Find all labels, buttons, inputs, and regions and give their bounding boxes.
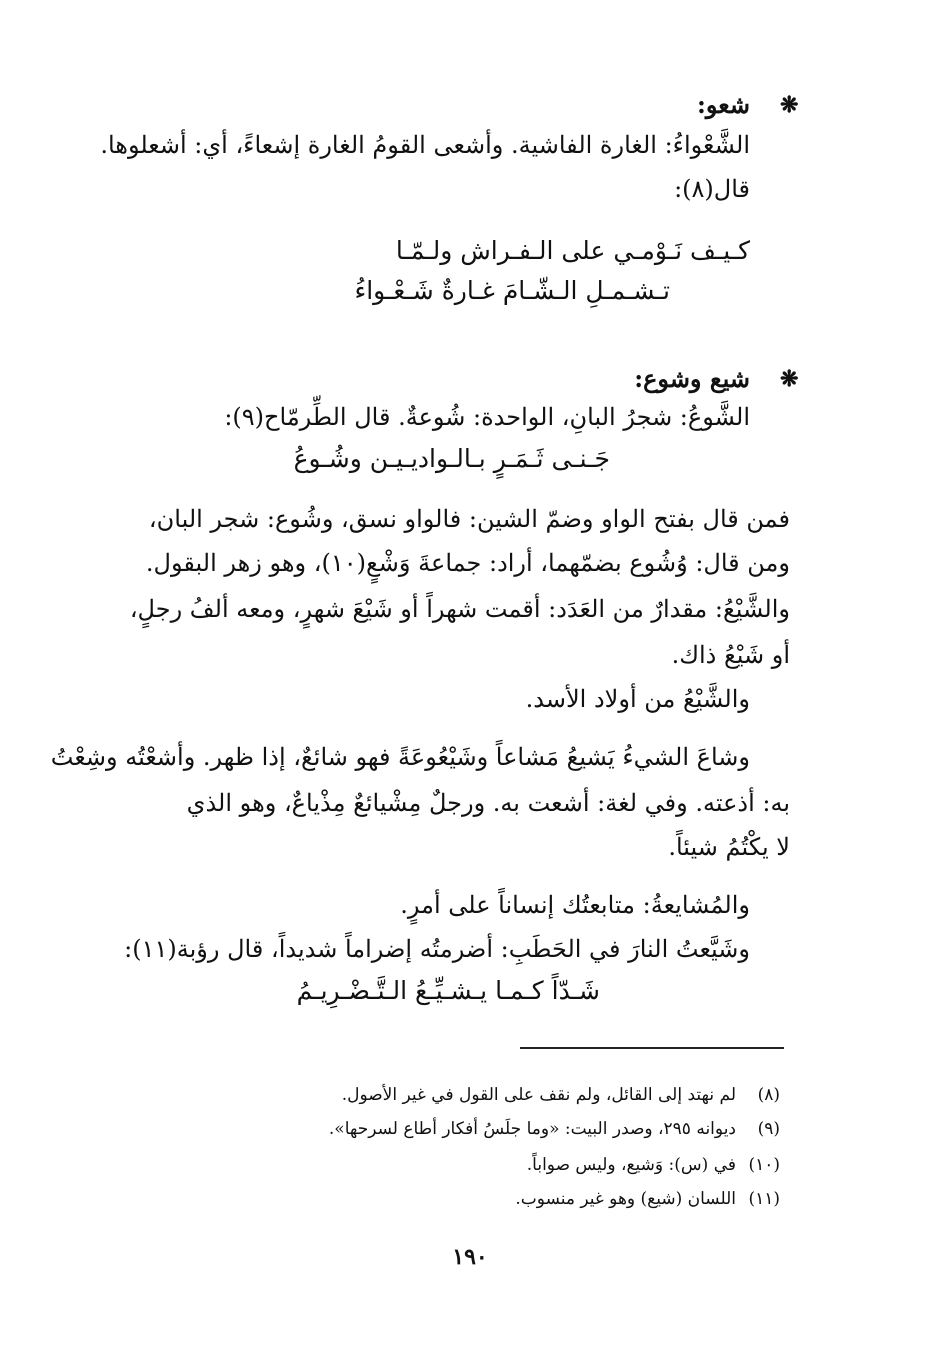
text-line: وشاعَ الشيءُ يَشيعُ مَشاعاً وشَيْعُوعَةً فهو شائعٌ، إذا ظهر. وأشعْتُه وشِعْتُ: [50, 743, 750, 771]
text-line: فمن قال بفتح الواو وضمّ الشين: فالواو نسق، وشُوع: شجر البان،: [148, 505, 790, 533]
footnote-number: (١١): [748, 1189, 780, 1209]
footnote: [329, 1116, 780, 1142]
verse-line: تـشـمـلِ الـشّـامَ غـارةٌ شَـعْـواءُ: [354, 276, 670, 305]
page-number: ١٩٠: [452, 1244, 488, 1270]
verse-line: كـيـف نَـوْمـي على الـفـراش ولـمّـا: [395, 236, 750, 265]
text-line: لا يكْتُمُ شيئاً.: [668, 833, 790, 861]
text-line: وشَيَّعتُ النارَ في الحَطَبِ: أضرمتُه إضراماً شديداً، قال رؤبة(١١):: [124, 935, 750, 963]
text-line: ومن قال: وُشُوع بضمّهما، أراد: جماعةَ وَشْعٍ(١٠)، وهو زهر البقول.: [145, 549, 790, 577]
footnote-number: (١٠): [748, 1155, 780, 1175]
verse-line: شَـدّاً كـمـا يـشـيِّـعُ الـتَّـضْـرِيـمُ: [296, 976, 600, 1005]
text-line: والشَّيْعُ من أولاد الأسد.: [525, 685, 750, 713]
text-line: والشَّيْعُ: مقدارٌ من العَدَد: أقمت شهراً أو شَيْعَ شهرٍ، ومعه ألفُ رجلٍ،: [129, 595, 790, 623]
entry-marker: ❋: [780, 92, 799, 118]
footnote-number: (٩): [757, 1119, 780, 1139]
footnote-text: في (س): وَشيع، وليس صواباً.: [526, 1155, 736, 1175]
footnote-text: ديوانه ٢٩٥، وصدر البيت: «وما جلَسُ أفكار أطاع لسرحها».: [328, 1119, 736, 1139]
footnote-text: اللسان (شيع) وهو غير منسوب.: [515, 1189, 736, 1209]
entry-headword: شعو:: [697, 90, 750, 119]
text-line: به: أذعته. وفي لغة: أشعت به. ورجلٌ مِشْيائعٌ مِذْياعٌ، وهو الذي: [186, 789, 790, 817]
text-line: والمُشايعةُ: متابعتُك إنساناً على أمرٍ.: [400, 891, 750, 919]
footnote: [515, 1186, 780, 1212]
footnote-number: (٨): [757, 1085, 780, 1105]
footnote-text: لم نهتد إلى القائل، ولم نقف على القول في غير الأصول.: [341, 1085, 736, 1105]
entry-headword: شيع وشوع:: [634, 364, 750, 393]
entry-marker: ❋: [780, 366, 799, 392]
text-line: الشَّعْواءُ: الغارة الفاشية. وأشعى القومُ الغارة إشعاءً، أي: أشعلوها.: [100, 131, 750, 159]
footnote: [527, 1152, 780, 1178]
verse-line: جَـنـى ثَـمَـرٍ بـالـواديـيـن وشُـوعُ: [293, 444, 610, 473]
text-line: قال(٨):: [674, 175, 750, 203]
footnote: [342, 1082, 780, 1108]
footnote-separator: [520, 1047, 784, 1049]
text-line: الشَّوعُ: شجرُ البانِ، الواحدة: شُوعةٌ. قال الطِّرمّاح(٩):: [224, 403, 750, 431]
text-line: أو شَيْعُ ذاك.: [671, 641, 790, 669]
